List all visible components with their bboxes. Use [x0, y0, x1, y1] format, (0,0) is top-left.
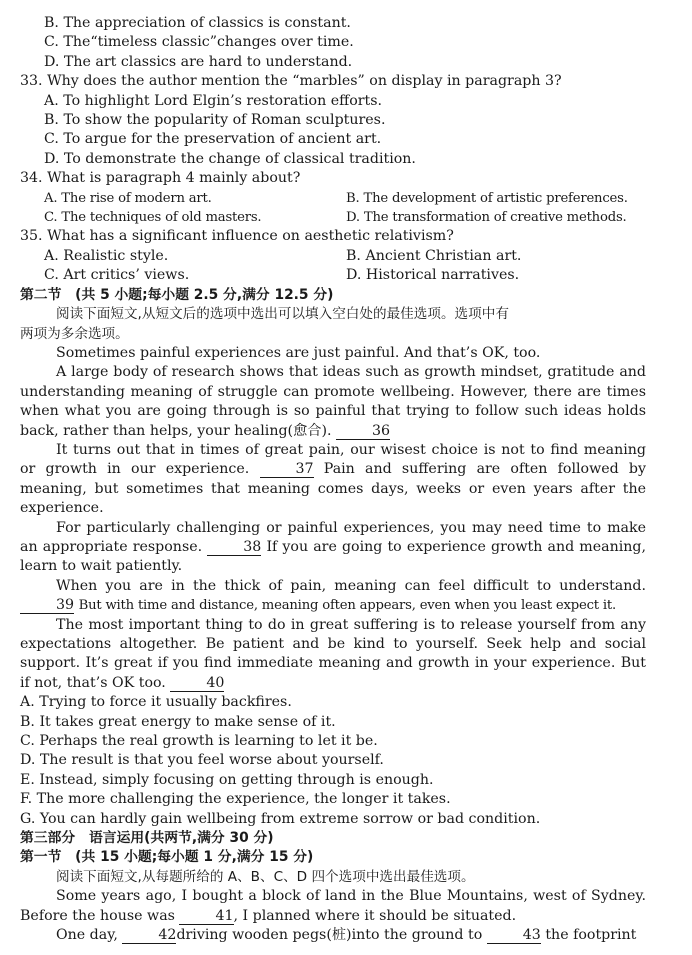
passage-paragraph-2-text-b: Pain and suffering are often followed by meaning, but sometimes that meaning comes days, weeks or even years after the experience.: [20, 461, 646, 517]
choice-e[interactable]: E. Instead, simply focusing on getting through is enough.: [20, 771, 434, 788]
cloze-paragraph-1-text-a: Some years ago, I bought a block of land in the Blue Mountains, west of Sydney. Before the house was: [20, 888, 646, 924]
section-2: [20, 286, 646, 829]
part-3-section-1-heading: 第一节 (共 15 小题;每小题 1 分,满分 15 分): [20, 849, 314, 866]
choice-g[interactable]: G. You can hardly gain wellbeing from extreme sorrow or bad condition.: [20, 810, 541, 827]
cloze-paragraph-2-text-b: driving wooden pegs(桩)into the ground to: [176, 927, 483, 944]
blank-42[interactable]: 42: [122, 927, 176, 944]
part-3: [20, 829, 646, 945]
blank-38[interactable]: 38: [207, 539, 261, 556]
q35-option-c[interactable]: C. Art critics’ views.: [44, 267, 190, 284]
q34-option-d[interactable]: D. The transformation of creative methods.: [346, 210, 627, 226]
choice-list: [20, 693, 646, 829]
part-3-heading: 第三部分 语言运用(共两节,满分 30 分): [20, 830, 274, 847]
q35-option-b[interactable]: B. Ancient Christian art.: [346, 247, 522, 264]
passage-paragraph-2: [20, 441, 646, 519]
passage-paragraph-5: [20, 616, 646, 694]
blank-43[interactable]: 43: [487, 927, 541, 944]
cloze-paragraph-1-text-b: , I planned where it should be situated.: [233, 907, 517, 924]
passage-paragraph-3-text-a: For particularly challenging or painful experiences, you may need time to make an appropriate response.: [20, 519, 646, 555]
q33-option-d[interactable]: D. To demonstrate the change of classical tradition.: [44, 150, 416, 167]
passage-paragraph-4-text-b: But with time and distance, meaning often appears, even when you least expect it.: [78, 598, 617, 614]
question-34: [20, 169, 646, 227]
cloze-paragraph-1: [20, 887, 646, 926]
choice-d[interactable]: D. The result is that you feel worse about yourself.: [20, 752, 384, 769]
question-35-stem: 35. What has a significant influence on aesthetic relativism?: [20, 228, 454, 245]
q35-option-d[interactable]: D. Historical narratives.: [346, 267, 520, 284]
cloze-paragraph-2: [20, 926, 646, 945]
q32-option-b[interactable]: B. The appreciation of classics is constant.: [44, 15, 351, 31]
choice-c[interactable]: C. Perhaps the real growth is learning to let it be.: [20, 733, 378, 750]
q32-option-d[interactable]: D. The art classics are hard to understand.: [44, 53, 353, 70]
passage-paragraph-1: [20, 363, 646, 441]
blank-39[interactable]: 39: [20, 597, 74, 614]
choice-b[interactable]: B. It takes great energy to make sense of it.: [20, 713, 336, 730]
q34-option-b[interactable]: B. The development of artistic preferences.: [346, 190, 628, 206]
question-34-stem: 34. What is paragraph 4 mainly about?: [20, 170, 301, 187]
blank-40[interactable]: 40: [170, 675, 224, 692]
section-2-heading: 第二节 (共 5 小题;每小题 2.5 分,满分 12.5 分): [20, 286, 334, 303]
passage-paragraph-4: [20, 577, 646, 616]
passage-paragraph-2-text-a: It turns out that in times of great pain, our wisest choice is not to find meaning or growth in our experience.: [20, 441, 646, 478]
q32-option-c[interactable]: C. The“timeless classic”changes over time.: [44, 34, 354, 51]
passage-paragraph-5-text: The most important thing to do in great suffering is to release yourself from any expectations altogether. Be patient and be kind to yourself. Seek help and social support. It’s great if you find immediate meaning and growth in your experience. But if not, that’s OK too.: [20, 616, 646, 691]
blank-36[interactable]: 36: [336, 423, 390, 440]
q33-option-c[interactable]: C. To argue for the preservation of ancient art.: [44, 131, 382, 148]
part-3-instruction: 阅读下面短文,从每题所给的 A、B、C、D 四个选项中选出最佳选项。: [56, 868, 475, 885]
choice-a[interactable]: A. Trying to force it usually backfires.: [20, 694, 292, 711]
cloze-paragraph-2-text-c: the footprint: [545, 927, 637, 944]
q33-option-a[interactable]: A. To highlight Lord Elgin’s restoration efforts.: [44, 92, 383, 109]
choice-f[interactable]: F. The more challenging the experience, the longer it takes.: [20, 791, 451, 808]
cloze-paragraph-2-text-a: One day,: [56, 927, 118, 944]
blank-37[interactable]: 37: [260, 461, 314, 478]
q34-option-c[interactable]: C. The techniques of old masters.: [44, 210, 262, 226]
q34-option-a[interactable]: A. The rise of modern art.: [44, 190, 212, 206]
passage-paragraph-4-text-a: When you are in the thick of pain, meaning can feel difficult to understand.: [56, 577, 646, 594]
section-2-instruction-line2: 两项为多余选项。: [20, 325, 129, 342]
q32-options: [20, 14, 646, 72]
q35-option-a[interactable]: A. Realistic style.: [44, 247, 169, 264]
passage-paragraph-3: [20, 519, 646, 577]
passage-title: Sometimes painful experiences are just painful. And that’s OK, too.: [56, 344, 541, 361]
question-33: [20, 72, 646, 169]
section-2-instruction-line1: 阅读下面短文,从短文后的选项中选出可以填入空白处的最佳选项。选项中有: [56, 306, 509, 323]
question-33-stem: 33. Why does the author mention the “marbles” on display in paragraph 3?: [20, 73, 562, 90]
passage-paragraph-3-text-b: If you are going to experience growth and meaning, learn to wait patiently.: [20, 538, 647, 575]
q33-option-b[interactable]: B. To show the popularity of Roman sculptures.: [44, 112, 386, 129]
passage-paragraph-1-text: A large body of research shows that ideas such as growth mindset, gratitude and understanding meaning of struggle can promote wellbeing. However, there are times when what you are going through is so painful that trying to follow such ideas holds back, rather than helps, your healing(愈合).: [20, 364, 646, 439]
question-35: [20, 227, 646, 285]
blank-41[interactable]: 41: [179, 908, 233, 925]
